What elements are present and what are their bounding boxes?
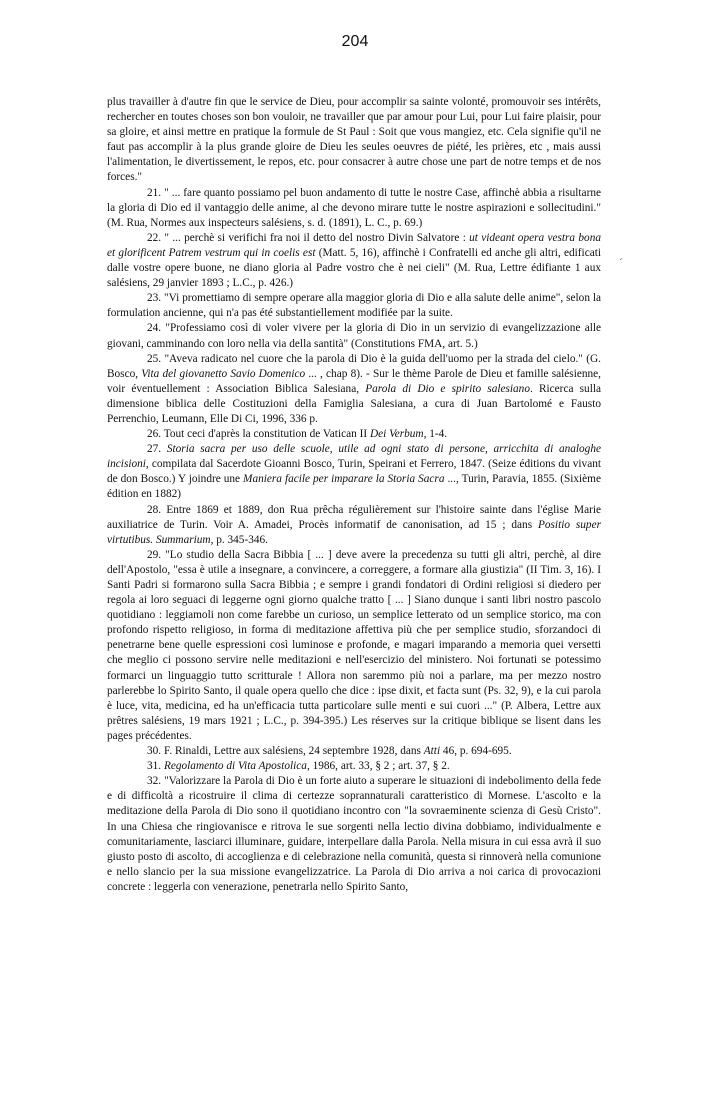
- page-number: 204: [341, 33, 369, 50]
- text-segment: 32. "Valorizzare la Parola di Dio è un forte aiuto a superare le situazioni di indebolimento della fede e di difficoltà a ricostruire il clima di certezze soprannaturali caratteristico di Mornese. L'ascolto e la meditazione della Parola di Dio sono il quotidiano incontro con "la sovraeminente scienza di Gesù Cristo". In una Chiesa che ringiovanisce e ritrova le sue sorgenti nella lectio divina dobbiamo, individualmente e comunitariamente, lasciarci illuminare, guidare, interpellare dalla Parola. Nella misura in cui essa avrà il suo giusto posto di ascolto, di accoglienza e di celebrazione nella comunità, questa si rinnoverà nella comunione e nello slancio per la sua missione evangelizzatrice. La Parola di Dio arriva a noi carica di provocazioni concrete : leggerla con venerazione, penetrarla nello Spirito Santo,: [107, 775, 601, 893]
- text-segment: plus travailler à d'autre fin que le service de Dieu, pour accomplir sa sainte volonté, promouvoir ses intérêts, rechercher en toutes choses son bon vouloir, ne travailler que par amour pour Lui, pour Lui faire plaisir, pour sa gloire, et ainsi mettre en pratique la formule de St Paul : Soit que vous mangiez, etc. Cela signifie qu'il ne faut pas accomplir à la plus grande gloire de Dieu les seules oeuvres de piété, les prières, etc , mais aussi l'alimentation, le divertissement, le repos, etc. pour consacrer à autre chose une part de notre temps et de nos forces.": [107, 96, 601, 184]
- italic-text: Parola di Dio e spirito salesiano: [365, 382, 530, 395]
- italic-text: Regolamento di Vita Apostolica: [163, 760, 307, 773]
- italic-text: Dei Verbum: [369, 428, 424, 441]
- text-segment: 46, p. 694-695.: [440, 745, 512, 758]
- text-segment: 25. "Aveva radicato nel cuore che la parola di Dio è la guida dell'uomo per la strada del cielo." (G. Bosco,: [107, 352, 601, 380]
- footnote-paragraph: [107, 352, 601, 427]
- footnote-paragraph: [107, 231, 601, 291]
- italic-text: Positio super virtutibus. Summarium: [107, 518, 601, 546]
- italic-text: Atti: [423, 745, 441, 758]
- margin-mark: ´: [618, 258, 623, 269]
- text-segment: 30. F. Rinaldi, Lettre aux salésiens, 24 septembre 1928, dans: [147, 745, 424, 758]
- continued-paragraph: [107, 95, 601, 186]
- italic-text: Vita del giovanetto Savio Domenico: [141, 367, 306, 380]
- text-segment: , 1-4.: [423, 428, 448, 441]
- footnote-paragraph: [107, 548, 601, 744]
- italic-text: ut videant opera vestra bona et glorificent Patrem vestrum qui in coelis est: [107, 231, 601, 259]
- footnote-paragraph: [107, 427, 601, 442]
- text-segment: 31.: [147, 760, 164, 773]
- footnote-paragraph: [107, 186, 601, 231]
- text-segment: , p. 345-346.: [210, 533, 268, 546]
- text-segment: (Matt. 5, 16), affinchè i Confratelli ed anche gli altri, edificati dalle vostre opere buone, ne diano gloria al Padre vostro che è nei cieli" (M. Rua, Lettre édifiante 1 aux salésiens, 29 janvier 1893 ; L.C., p. 426.): [107, 246, 601, 290]
- italic-text: Storia sacra per uso delle scuole, utile ad ogni stato di persone, arricchita di analoghe incisioni: [107, 443, 601, 471]
- text-segment: 28. Entre 1869 et 1889, don Rua prêcha régulièrement sur l'histoire sainte dans l'église Marie auxiliatrice de Turin. Voir A. Amadei, Procès informatif de canonisation, ad 15 ; dans: [107, 503, 601, 531]
- text-segment: 24. "Professiamo così di voler vivere per la gloria di Dio in un servizio di evangelizzazione alle giovani, camminando con loro nella via della santità" (Constitutions FMA, art. 5.): [107, 322, 601, 350]
- footnote-paragraph: [107, 774, 601, 895]
- text-segment: 29. "Lo studio della Sacra Bibbia [ ... ] deve avere la precedenza su tutti gli altri, perchè, al dire dell'Apostolo, "essa è utile a insegnare, a convincere, a correggere, a formare alla giustizia" (II Tim. 3, 16). I Santi Padri si formarono sulla Sacra Bibbia ; e sempre i grandi fondatori di Ordini religiosi si diedero per regola ai loro seguaci di leggerne ogni giorno qualche tratto [ ... ] Siano dunque i santi libri nostro pascolo quotidiano : leggiamoli non come farebbe un curioso, un semplice letterato od un semplice storico, ma con profondo rispetto religioso, in forma di meditazione affettiva più che per semplice studio, sforzandoci di penetrarne bene quelle espressioni così luminose e profonde, e magari imparando a memoria quei versetti che meglio ci possono servire nelle meditazioni e nell'esercizio del ministero. Noi fortunati se potessimo formarci un linguaggio tutto scritturale ! Allora non saremmo più noi a parlare, ma per mezzo nostro parlerebbe lo Spirito Santo, il quale opera quello che dice : ipse dixit, et facta sunt (Ps. 32, 9), e la cui parola è luce, vita, medicina, ed ha un'efficacia tutta particolare sulle menti e sui cuori ..." (P. Albera, Lettre aux prêtres salésiens, 19 mars 1921 ; L.C., p. 394-395.) Les réserves sur la critique biblique se lisent dans les pages précédentes.: [107, 548, 601, 742]
- text-segment: 27.: [147, 443, 167, 456]
- footnote-paragraph: [107, 503, 601, 548]
- footnote-paragraph: [107, 442, 601, 502]
- text-segment: , compilata dal Sacerdote Gioanni Bosco, Turin, Speirani et Ferrero, 1847. (Seize éditions du vivant de don Bosco.) Y joindre une: [107, 458, 601, 486]
- text-segment: . Ricerca sulla dimensione biblica delle Costituzioni della Famiglia Salesiana, a cura di Juan Bartolomé e Fausto Perrenchio, Leumann, Elle Di Ci, 1996, 336 p.: [107, 382, 601, 425]
- text-segment: 26. Tout ceci d'après la constitution de Vatican II: [147, 428, 370, 441]
- text-segment: 23. "Vi promettiamo di sempre operare alla maggior gloria di Dio e alla salute delle anime", selon la formulation ancienne, qui n'a pas été substantiellement modifiée par la suite.: [107, 292, 601, 320]
- text-segment: ..., Turin, Paravia, 1855. (Sixième édition en 1882): [107, 473, 601, 501]
- footnote-paragraph: [107, 291, 601, 321]
- italic-text: Maniera facile per imparare la Storia Sacra: [243, 473, 445, 486]
- text-segment: , 1986, art. 33, § 2 ; art. 37, § 2.: [306, 760, 450, 773]
- text-segment: 21. " ... fare quanto possiamo pel buon andamento di tutte le nostre Case, affinchè abbia a risultarne la gloria di Dio ed il vantaggio delle anime, al che devono mirare tutte le nostre aspirazioni e sollecitudini." (M. Rua, Normes aux inspecteurs salésiens, s. d. (1891), L. C., p. 69.): [107, 186, 601, 229]
- footnote-paragraph: [107, 759, 601, 774]
- footnote-paragraph: [107, 321, 601, 351]
- text-segment: ... , chap 8). - Sur le thème Parole de Dieu et famille salésienne, voir éventuellement : Association Biblica Salesiana,: [107, 367, 601, 395]
- footnotes-body: [107, 95, 601, 895]
- text-segment: 22. " ... perchè si verifichi fra noi il detto del nostro Divin Salvatore :: [147, 231, 470, 244]
- footnote-paragraph: [107, 744, 601, 759]
